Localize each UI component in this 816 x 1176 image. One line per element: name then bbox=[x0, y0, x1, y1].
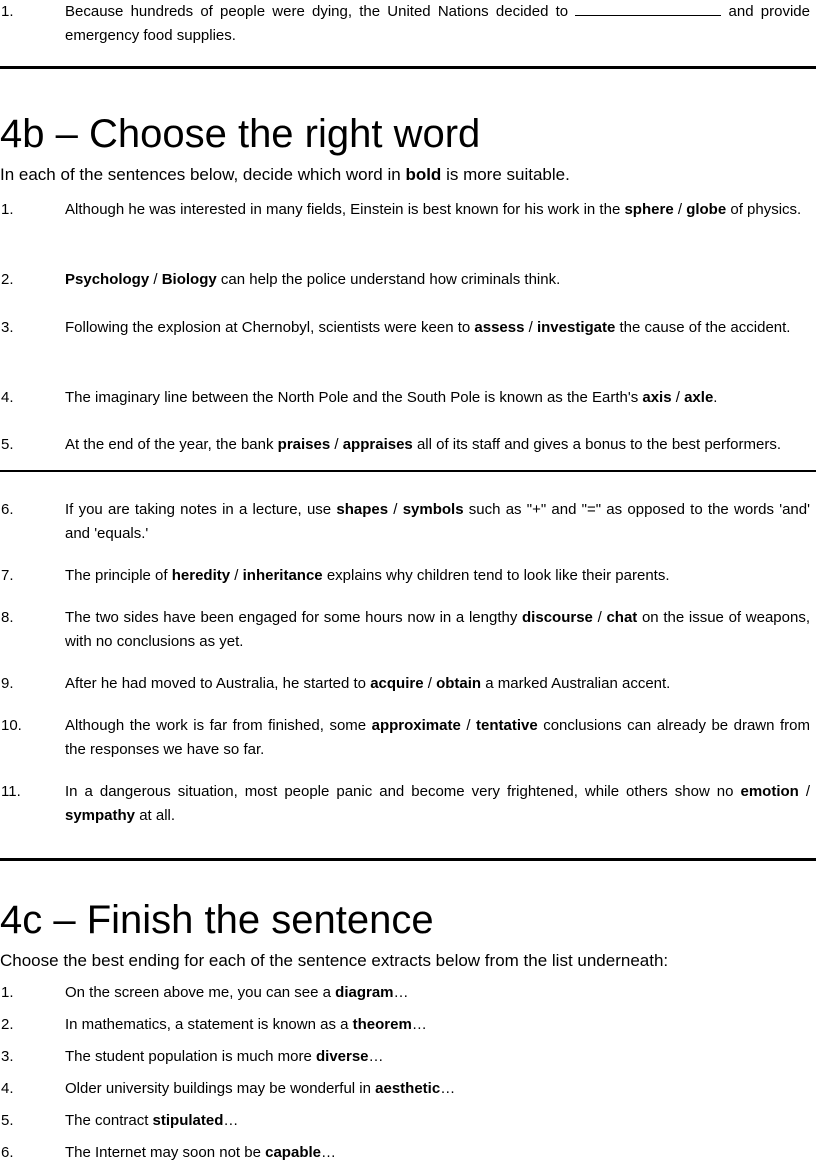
item-text-after: all of its staff and gives a bonus to the best performers. bbox=[416, 436, 782, 453]
key-word: stipulated bbox=[152, 1112, 224, 1129]
word-option[interactable]: axle bbox=[684, 389, 714, 406]
item-text bbox=[65, 1077, 810, 1101]
word-option[interactable]: symbols bbox=[402, 501, 464, 518]
item-text-after: … bbox=[440, 1080, 456, 1097]
item-text-before: In a dangerous situation, most people panic and become very frightened, while others show no bbox=[65, 783, 734, 800]
choose-word-item bbox=[0, 386, 810, 410]
item-number: 5. bbox=[1, 436, 14, 453]
section-4b-title: 4b – Choose the right word bbox=[0, 112, 481, 156]
word-option[interactable]: investigate bbox=[536, 319, 616, 336]
key-word: diverse bbox=[315, 1048, 369, 1065]
item-number: 1. bbox=[1, 3, 14, 20]
finish-sentence-item bbox=[0, 1141, 810, 1165]
item-number: 2. bbox=[1, 1016, 14, 1033]
key-word: capable bbox=[265, 1144, 321, 1161]
item-number: 1. bbox=[1, 984, 14, 1001]
word-option[interactable]: globe bbox=[686, 201, 727, 218]
item-number: 3. bbox=[1, 1048, 14, 1065]
item-text-after: explains why children tend to look like their parents. bbox=[326, 567, 670, 584]
item-text-after: at all. bbox=[139, 807, 176, 824]
item-text-after: on the issue of weapons, with no conclusions as yet. bbox=[65, 609, 810, 650]
item-number: 5. bbox=[1, 1112, 14, 1129]
word-option[interactable]: obtain bbox=[436, 675, 482, 692]
item-text-after: and provide emergency food supplies. bbox=[65, 3, 810, 44]
item-text-after: … bbox=[223, 1112, 239, 1129]
item-text-before: Although he was interested in many fields, Einstein is best known for his work in the bbox=[65, 201, 621, 218]
key-word: theorem bbox=[352, 1016, 412, 1033]
choose-word-item bbox=[0, 672, 810, 696]
choose-word-item bbox=[0, 564, 810, 588]
item-number: 11. bbox=[1, 783, 21, 800]
choose-word-item bbox=[0, 316, 810, 340]
item-text-before: The two sides have been engaged for some hours now in a lengthy bbox=[65, 609, 518, 626]
item-text bbox=[65, 780, 810, 828]
item-text bbox=[65, 1045, 810, 1069]
item-text-after: … bbox=[393, 984, 409, 1001]
word-option[interactable]: acquire bbox=[370, 675, 424, 692]
word-option[interactable]: inheritance bbox=[242, 567, 323, 584]
item-text bbox=[65, 433, 810, 457]
section-4b-instructions: In each of the sentences below, decide which word in bold is more suitable. bbox=[0, 165, 570, 184]
finish-sentence-item bbox=[0, 1013, 810, 1037]
item-text-before: The student population is much more bbox=[65, 1048, 312, 1065]
word-option[interactable]: sympathy bbox=[65, 807, 136, 824]
section-divider bbox=[0, 66, 816, 69]
item-text-after: … bbox=[411, 1016, 427, 1033]
item-number: 6. bbox=[1, 1144, 14, 1161]
item-text-before: Following the explosion at Chernobyl, scientists were keen to bbox=[65, 319, 471, 336]
word-option[interactable]: emotion bbox=[740, 783, 799, 800]
item-text-before: After he had moved to Australia, he started to bbox=[65, 675, 367, 692]
word-option[interactable]: praises bbox=[277, 436, 331, 453]
item-number: 9. bbox=[1, 675, 14, 692]
item-text bbox=[65, 714, 810, 762]
option-separator: / bbox=[230, 567, 243, 584]
item-text bbox=[65, 672, 810, 696]
item-text bbox=[65, 606, 810, 654]
item-text-before: Although the work is far from finished, some bbox=[65, 717, 367, 734]
word-option[interactable]: Biology bbox=[161, 271, 217, 288]
finish-sentence-item bbox=[0, 1045, 810, 1069]
choose-word-item bbox=[0, 433, 810, 457]
section-4c-instructions: Choose the best ending for each of the sentence extracts below from the list underneath: bbox=[0, 951, 669, 970]
item-text-after: such as "+" and "=" as opposed to the words 'and' and 'equals.' bbox=[65, 501, 810, 542]
item-text bbox=[65, 0, 810, 48]
item-text bbox=[65, 498, 810, 546]
option-separator: / bbox=[592, 609, 607, 626]
item-text-after: a marked Australian accent. bbox=[485, 675, 671, 692]
word-option[interactable]: axis bbox=[642, 389, 672, 406]
item-text-after: … bbox=[321, 1144, 336, 1161]
item-text bbox=[65, 316, 810, 340]
option-separator: / bbox=[330, 436, 343, 453]
word-option[interactable]: shapes bbox=[336, 501, 389, 518]
item-number: 8. bbox=[1, 609, 14, 626]
item-number: 2. bbox=[1, 271, 14, 288]
option-separator: / bbox=[524, 319, 537, 336]
item-text-before: The contract bbox=[65, 1112, 149, 1129]
word-option[interactable]: assess bbox=[474, 319, 525, 336]
word-option[interactable]: tentative bbox=[476, 717, 538, 734]
item-text bbox=[65, 386, 810, 410]
item-text-after: . bbox=[713, 389, 718, 406]
option-separator: / bbox=[671, 389, 685, 406]
section-4c-title: 4c – Finish the sentence bbox=[0, 898, 434, 942]
item-number: 3. bbox=[1, 319, 14, 336]
item-text bbox=[65, 564, 810, 588]
item-text-after: the cause of the accident. bbox=[619, 319, 791, 336]
choose-word-item bbox=[0, 498, 810, 546]
word-option[interactable]: appraises bbox=[342, 436, 413, 453]
item-text-before: The imaginary line between the North Pole and the South Pole is known as the Earth's bbox=[65, 389, 639, 406]
item-text-after: can help the police understand how criminals think. bbox=[220, 271, 561, 288]
word-option[interactable]: sphere bbox=[624, 201, 674, 218]
item-number: 4. bbox=[1, 389, 14, 406]
choose-word-item bbox=[0, 268, 810, 292]
word-option[interactable]: approximate bbox=[371, 717, 461, 734]
finish-sentence-item bbox=[0, 981, 810, 1005]
choose-word-item bbox=[0, 714, 810, 762]
key-word: diagram bbox=[335, 984, 394, 1001]
item-number: 7. bbox=[1, 567, 14, 584]
item-number: 1. bbox=[1, 201, 14, 218]
finish-sentence-item bbox=[0, 1109, 810, 1133]
option-separator: / bbox=[423, 675, 437, 692]
item-text-after: … bbox=[368, 1048, 384, 1065]
item-number: 10. bbox=[1, 717, 22, 734]
item-text-before: The principle of bbox=[65, 567, 168, 584]
list-divider bbox=[0, 470, 816, 472]
choose-word-item bbox=[0, 198, 810, 222]
choose-word-item bbox=[0, 606, 810, 654]
item-text-before: If you are taking notes in a lecture, use bbox=[65, 501, 332, 518]
item-text bbox=[65, 1109, 810, 1133]
item-text-before: Older university buildings may be wonderful in bbox=[65, 1080, 371, 1097]
item-text-after: conclusions can already be drawn from the responses we have so far. bbox=[65, 717, 810, 758]
option-separator: / bbox=[460, 717, 476, 734]
option-separator: / bbox=[149, 271, 162, 288]
word-option[interactable]: heredity bbox=[171, 567, 231, 584]
option-separator: / bbox=[673, 201, 687, 218]
item-text-before: Because hundreds of people were dying, the United Nations decided to bbox=[65, 3, 569, 20]
word-option[interactable]: Psychology bbox=[65, 271, 150, 288]
answer-blank[interactable] bbox=[575, 1, 721, 16]
key-word: aesthetic bbox=[375, 1080, 441, 1097]
item-text-before: In mathematics, a statement is known as a bbox=[65, 1016, 349, 1033]
item-text bbox=[65, 1013, 810, 1037]
item-text bbox=[65, 268, 810, 292]
item-text-before: On the screen above me, you can see a bbox=[65, 984, 331, 1001]
item-number: 6. bbox=[1, 501, 14, 518]
section-divider bbox=[0, 858, 816, 861]
item-text bbox=[65, 1141, 810, 1165]
item-number: 4. bbox=[1, 1080, 14, 1097]
option-separator: / bbox=[388, 501, 403, 518]
option-separator: / bbox=[798, 783, 811, 800]
finish-sentence-item bbox=[0, 1077, 810, 1101]
word-option[interactable]: chat bbox=[606, 609, 638, 626]
item-text-before: The Internet may soon not be bbox=[65, 1144, 261, 1161]
item-text bbox=[65, 981, 810, 1005]
item-text-after: of physics. bbox=[730, 201, 802, 218]
choose-word-item bbox=[0, 780, 810, 828]
word-option[interactable]: discourse bbox=[522, 609, 593, 626]
item-text bbox=[65, 198, 810, 222]
gap-fill-item bbox=[0, 0, 810, 48]
item-text-before: At the end of the year, the bank bbox=[65, 436, 274, 453]
